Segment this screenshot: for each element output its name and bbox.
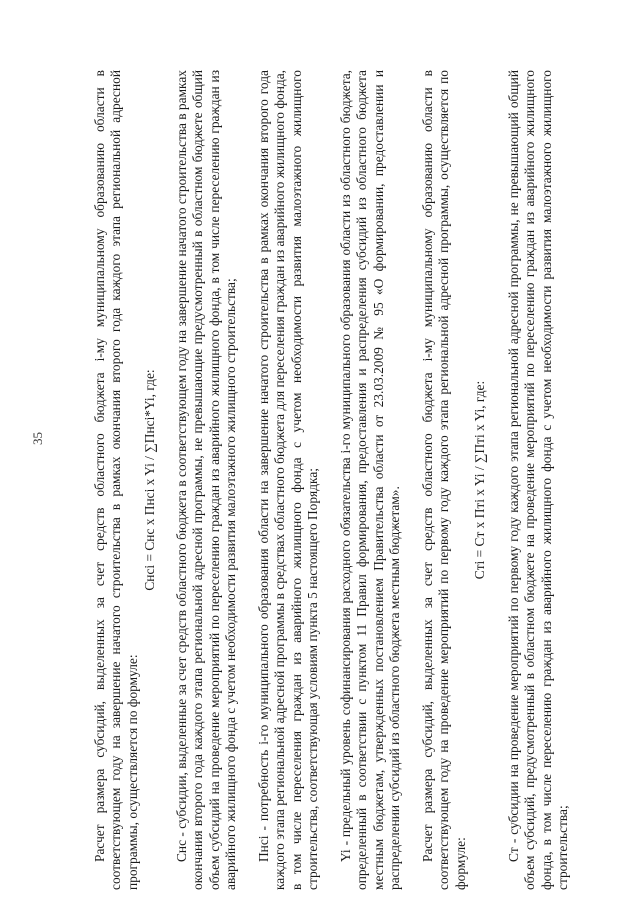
paragraph-ct-definition: Cт - субсидии на проведение мероприятий по первому году каждого этапа региональной адресной программы, не превышающий общий объем субсидий, предусмотренный в областном бюджете на проведение мероприятий по переселению граждан из аварийного жилищного фонда, в том числе переселению граждан из аварийного жилищного фонда с учетом необходимости развития малоэтажного жилищного строительства; xyxy=(506,70,570,890)
formula-cti: Cтi = Cт x Птi x Yi / ∑Птi x Yi, где: xyxy=(472,380,487,580)
paragraph-calc-first-year: Расчет размера субсидий, выделенных за счет средств областного бюджета i-му муниципальному образованию области в соответствующем году на проведение мероприятий по первому году каждого этапа региональной адресной программы, осуществляется по формуле: xyxy=(420,70,468,890)
paragraph-calc-intro: Расчет размера субсидий, выделенных за счет средств областного бюджета i-му муниципальному образованию области в соответствующем году на завершение начатого строительства в рамках окончания второго года каждого этапа региональной адресной программы, осуществляется по формуле: xyxy=(92,70,140,890)
page-number: 35 xyxy=(30,432,45,445)
rotated-text-block xyxy=(80,70,640,890)
paragraph-cnc-definition: Cнc - субсидии, выделенные за счет средств областного бюджета в соответствующем году на завершение начатого строительства в рамках окончания второго года каждого этапа региональной адресной программы, не превышающие предусмотренный в областном бюджете общий объем субсидий на проведение мероприятий по переселению граждан из аварийного жилищного фонда, в том числе переселению граждан из аварийного жилищного фонда с учетом необходимости развития малоэтажного жилищного строительства; xyxy=(174,70,238,890)
paragraph-yi-definition: Yi - предельный уровень софинансирования расходного обязательства i-го муниципального образования области из областного бюджета, определенный в соответствии с пунктом 11 Правил формирования, предоставления и распределения субсидий из областного бюджета местным бюджетам, утвержденных постановлением Правительства области от 23.03.2009 № 95 «О формировании, предоставлении и распределении субсидий из областного бюджета местным бюджетам». xyxy=(338,70,402,890)
formula-cnci: Cнci = Cнc x Пнсi x Yi / ∑Пнсi*Yi, где: xyxy=(142,369,157,591)
paragraph-pnsi-definition: Пнсi - потребность i-го муниципального образования области на завершение начатого строительства в рамках окончания второго года каждого этапа региональной адресной программы в средствах областного бюджета для переселения граждан из аварийного жилищного фонда, в том числе переселения граждан из аварийного жилищного фонда с учетом необходимости развития малоэтажного жилищного строительства, соответствующая условиям пункта 5 настоящего Порядка; xyxy=(256,70,320,890)
